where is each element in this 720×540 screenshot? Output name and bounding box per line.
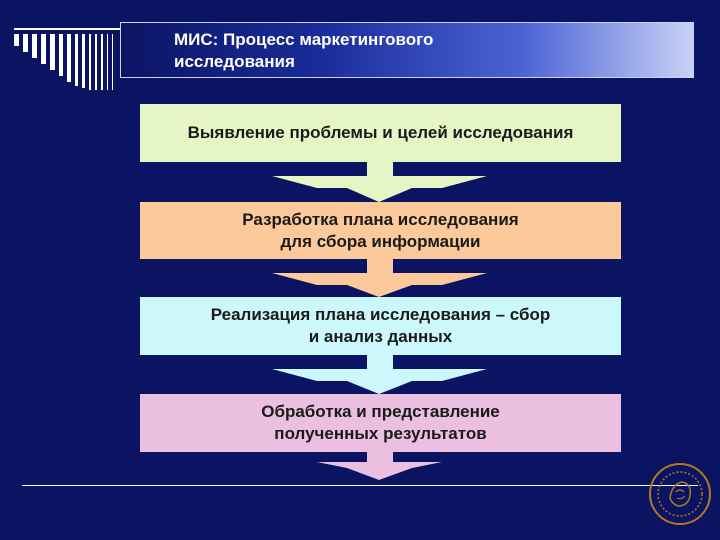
step-4-box: Обработка и представление полученных результатов bbox=[140, 394, 621, 452]
arrow-down-icon bbox=[272, 259, 487, 297]
arrow-down-icon bbox=[272, 162, 487, 202]
step-1-box: Выявление проблемы и целей исследования bbox=[140, 104, 621, 162]
arrow-down-icon bbox=[272, 452, 487, 482]
decorative-stripes bbox=[14, 28, 124, 90]
step-2-box: Разработка плана исследования для сбора информации bbox=[140, 202, 621, 259]
arrow-down-icon bbox=[272, 355, 487, 394]
university-seal-icon bbox=[648, 462, 712, 526]
step-3-box: Реализация плана исследования – сбор и анализ данных bbox=[140, 297, 621, 355]
slide-title: МИС: Процесс маркетингового исследования bbox=[174, 30, 434, 71]
bottom-divider bbox=[22, 485, 698, 486]
